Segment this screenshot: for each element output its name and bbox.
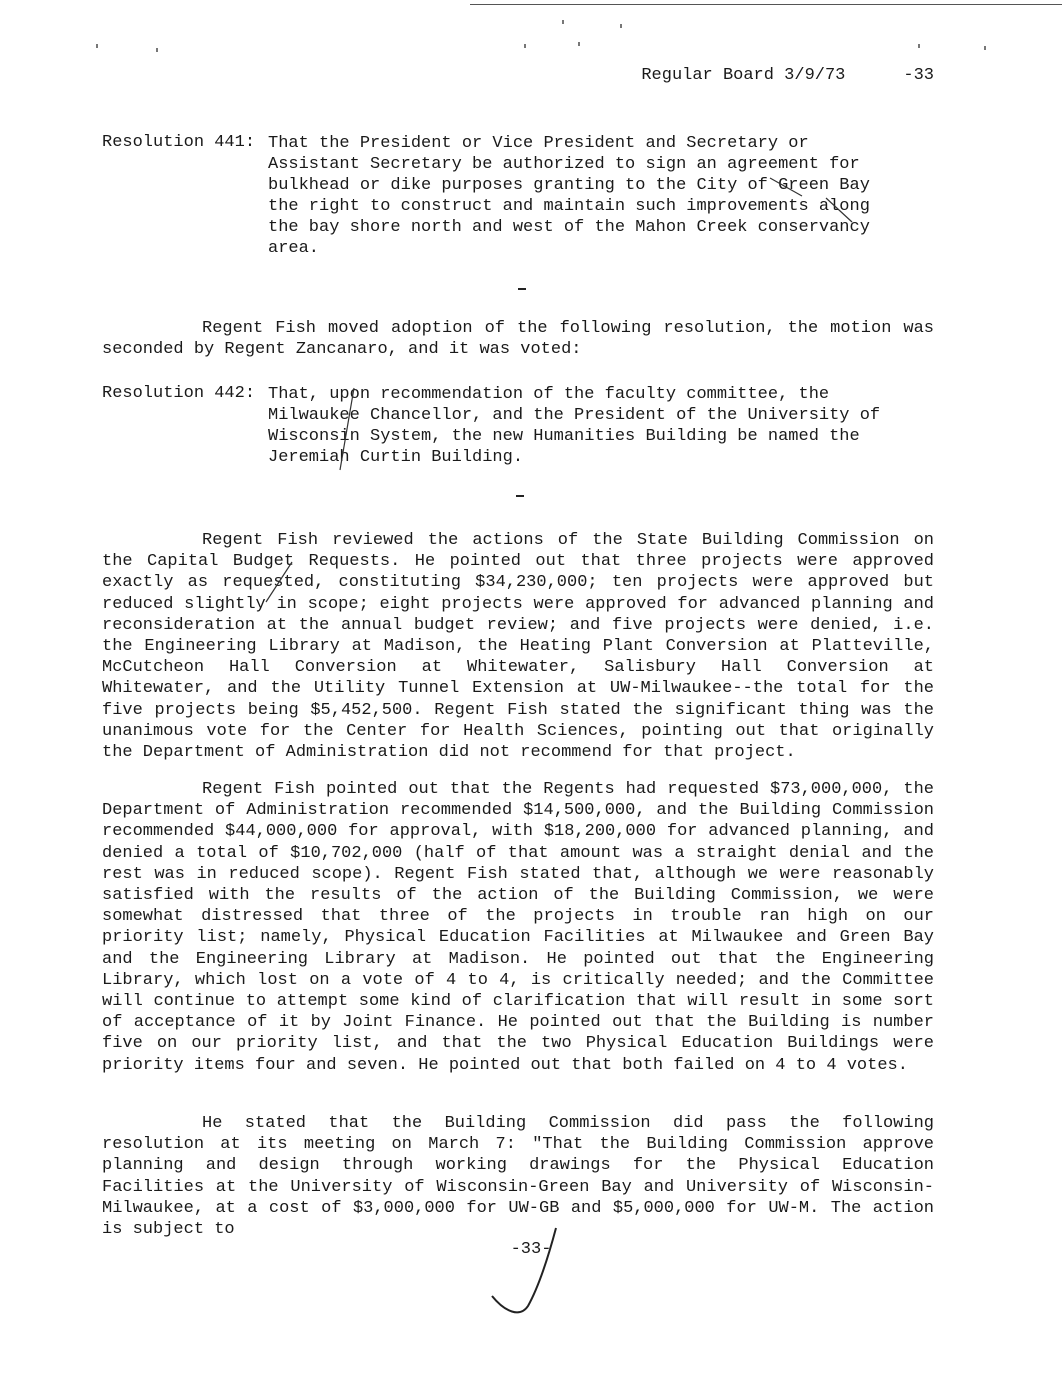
resolution-442-text: That, upon recommendation of the faculty committee, the Milwaukee Chancellor, and the President of the University of Wisconsin System, the new Humanities Building be named the Jeremiah Curtin Building. bbox=[268, 385, 881, 467]
scan-speck bbox=[620, 24, 622, 28]
scan-speck bbox=[918, 44, 920, 48]
budget-requests-paragraph: Regent Fish pointed out that the Regents had requested $73,000,000, the Department of Administration recommended $14,500,000, and the Building Commission recommended $44,000,000 for approval, with $18,200,000 for advanced planning, and denied a total of $10,702,000 (half of that amount was a straight denial and the rest was in reduced scope). Regent Fish stated that, although we were reasonably satisfied with the results of the action of the Building Commission, we were somewhat distressed that three of the projects in trouble ran high on our priority list; namely, Physical Education Facilities at Milwaukee and Green Bay and the Engineering Library at Madison. He pointed out that the Engineering Library, which lost on a vote of 4 to 4, is critically needed; and the Committee will continue to attempt some kind of clarification that will result in some sort of acceptance of it by Joint Finance. He pointed out that the Building is number five on our priority list, and that the two Physical Education Buildings were priority items four and seven. He pointed out that both failed on 4 to 4 votes. bbox=[102, 780, 934, 1075]
page-header bbox=[641, 66, 934, 85]
page-footer-number: -33- bbox=[510, 1240, 552, 1259]
resolution-march-7-paragraph: He stated that the Building Commission did pass the following resolution at its meeting on March 7: "That the Building Commission approve planning and design through working drawings for the Physical Education Facilities at the University of Wisconsin-Green Bay and University of Wisconsin-Milwaukee, at a cost of $3,000,000 for UW-GB and $5,000,000 for UW-M. The action is subject to bbox=[102, 1114, 934, 1240]
resolution-441-label: Resolution 441: bbox=[102, 133, 256, 152]
scan-speck bbox=[984, 46, 986, 50]
resolution-442-label: Resolution 442: bbox=[102, 384, 256, 403]
section-divider bbox=[518, 288, 526, 290]
scan-speck bbox=[524, 44, 526, 48]
resolution-441-text: That the President or Vice President and Secretary or Assistant Secretary be authorized to sign an agreement for bulkhead or dike purposes granting to the City of Green Bay the right to construct and maintain such improvements along the bay shore north and west of the Mahon Creek conservancy area. bbox=[268, 134, 870, 258]
section-divider bbox=[516, 495, 524, 497]
scan-speck bbox=[578, 42, 580, 46]
scan-speck bbox=[562, 20, 564, 24]
header-title: Regular Board 3/9/73 bbox=[641, 66, 846, 85]
header-page-number: -33 bbox=[903, 66, 934, 85]
scan-speck bbox=[96, 44, 98, 48]
building-commission-paragraph: Regent Fish reviewed the actions of the State Building Commission on the Capital Budget Requests. He pointed out that three projects were approved exactly as requested, constituting $34,230,000; ten projects were approved but reduced slightly in scope; eight projects were approved for advanced planning and reconsideration at the annual budget review; and five projects were denied, i.e. the Engineering Library at Madison, the Heating Plant Conversion at Platteville, McCutcheon Hall Conversion at Whitewater, Salisbury Hall Conversion at Whitewater, and the Utility Tunnel Extension at UW-Milwaukee--the total for the five projects being $5,452,500. Regent Fish stated the significant thing was the unanimous vote for the Center for Health Sciences, pointing out that originally the Department of Administration did not recommend for that project. bbox=[102, 531, 934, 763]
scan-top-rule bbox=[470, 4, 1062, 5]
scan-speck bbox=[156, 48, 158, 52]
motion-442-paragraph: Regent Fish moved adoption of the following resolution, the motion was seconded by Regent Zancanaro, and it was voted: bbox=[102, 319, 934, 360]
